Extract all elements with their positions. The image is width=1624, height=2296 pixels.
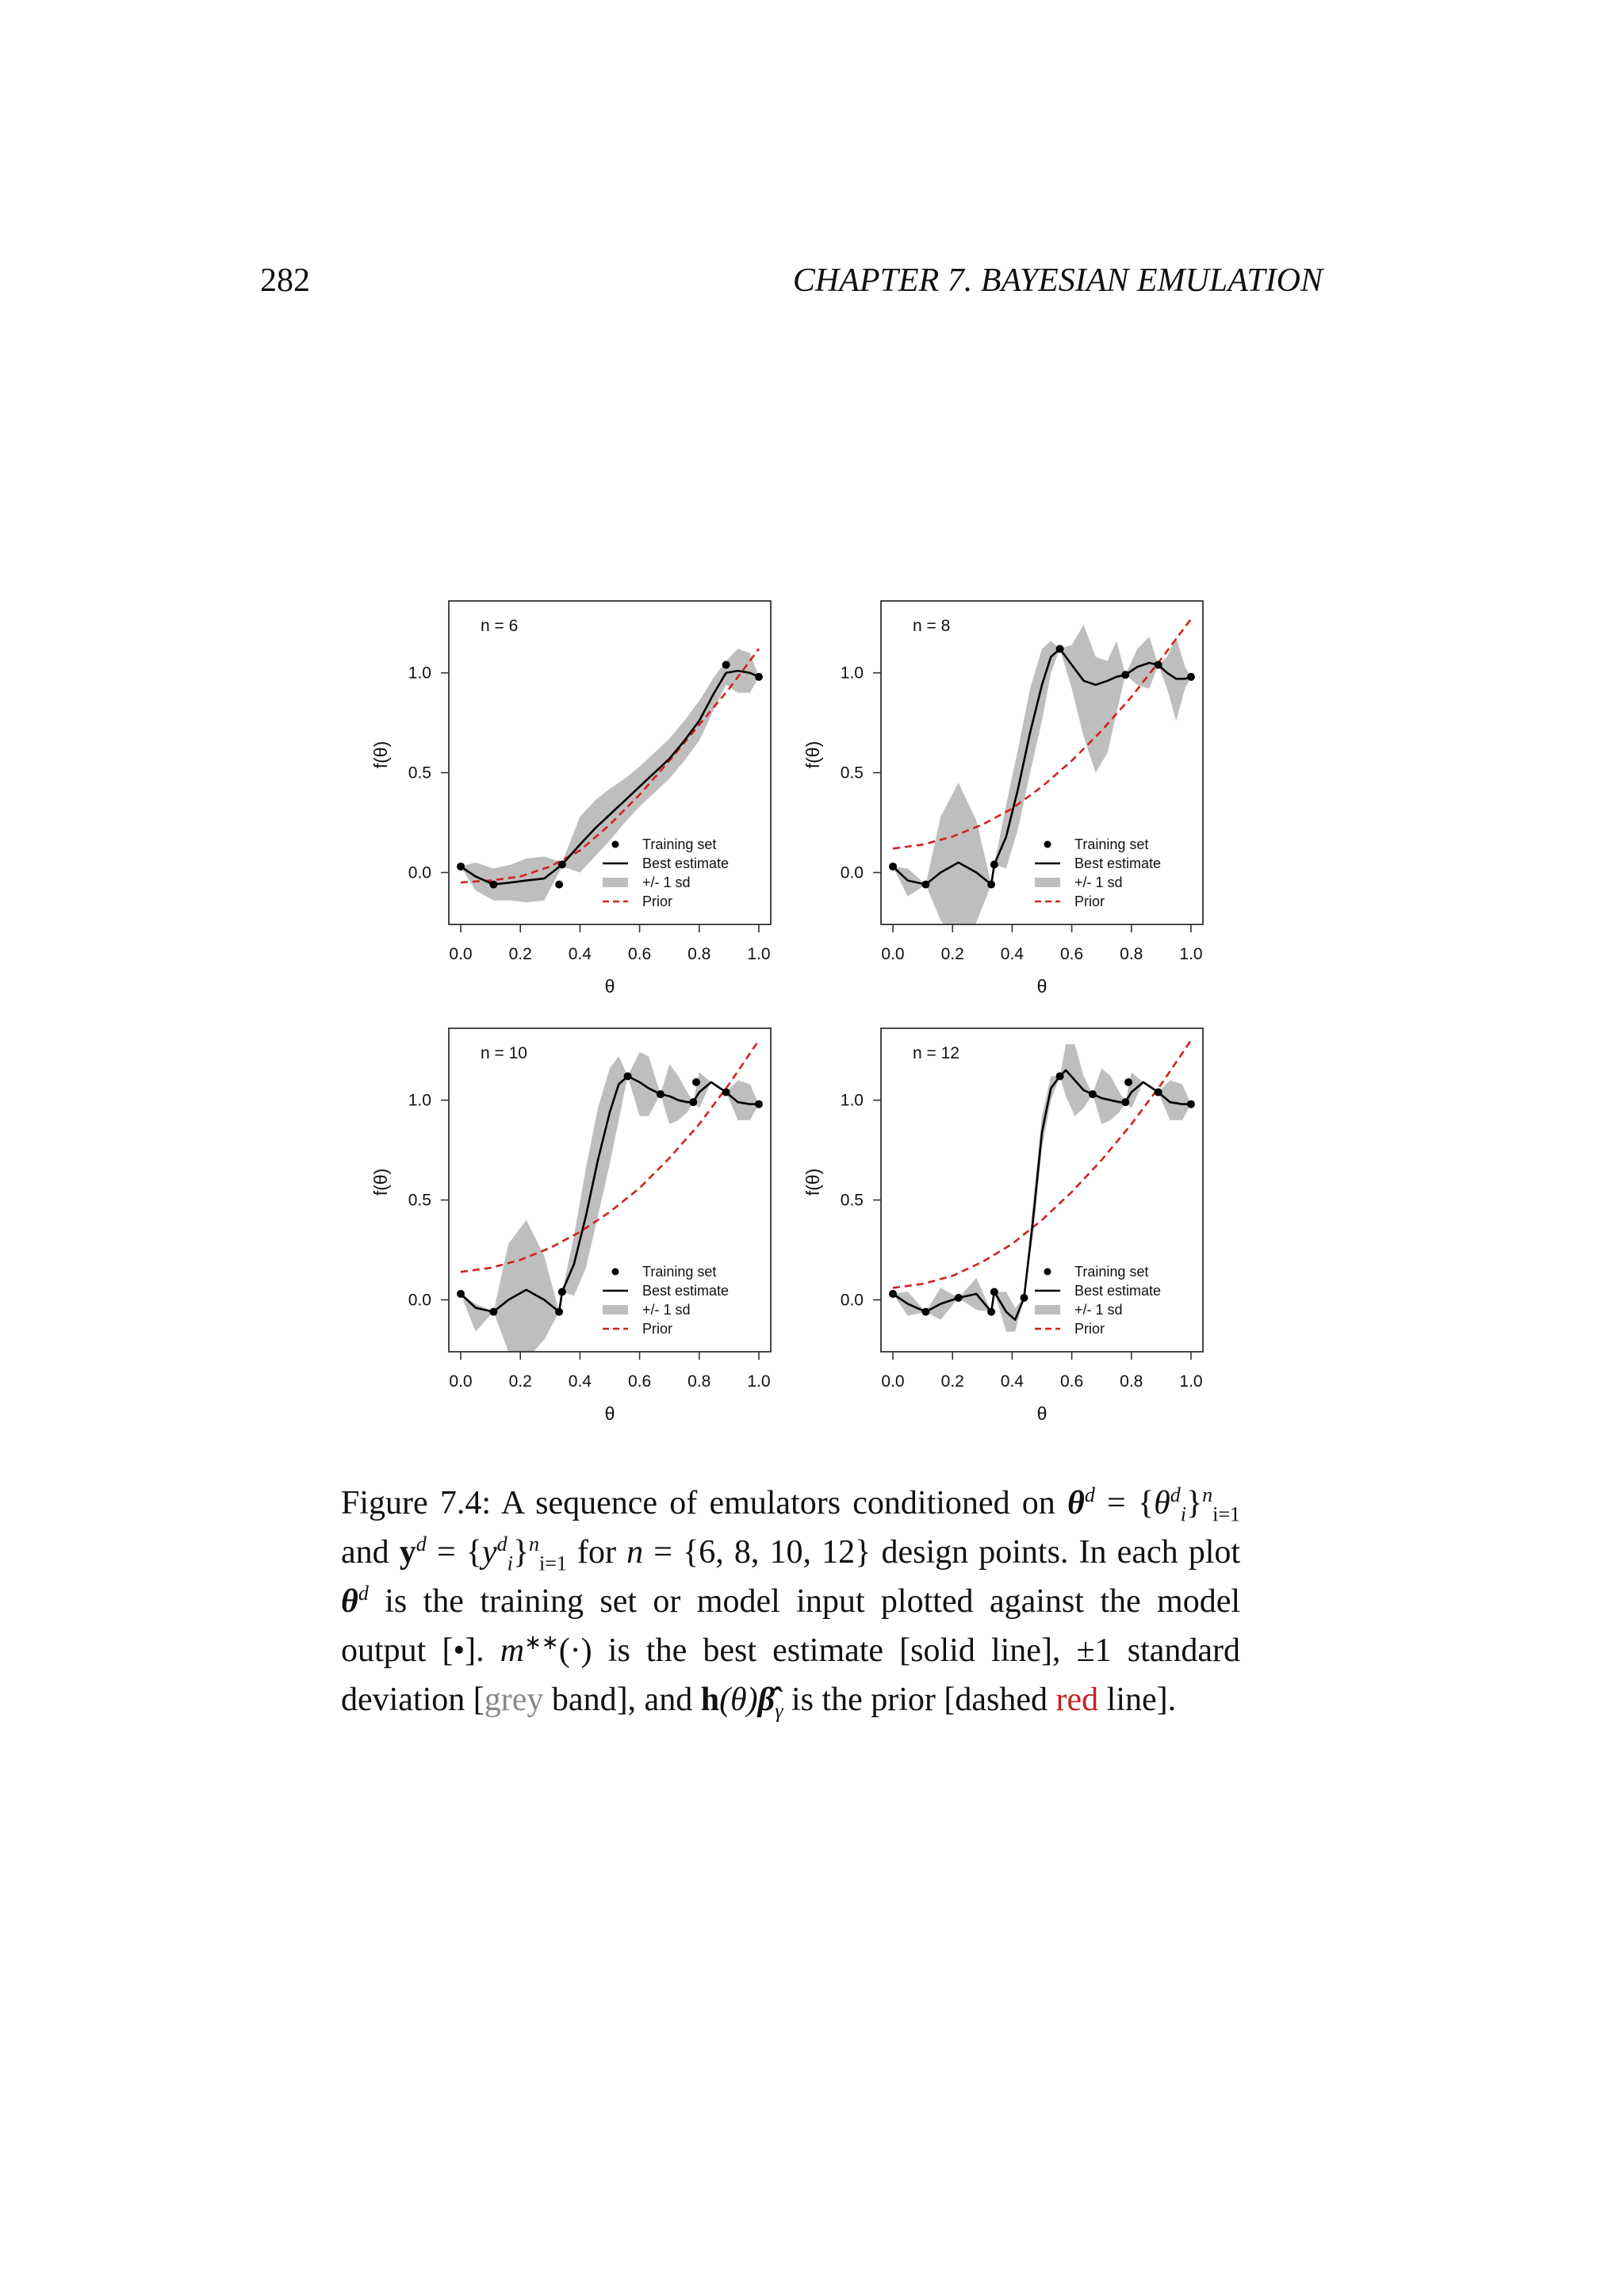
caption-theta-i: θ	[1154, 1485, 1170, 1521]
training-point	[1121, 1098, 1129, 1106]
caption-theta-bold: θ	[1067, 1485, 1085, 1521]
legend-prior-label: Prior	[1074, 894, 1105, 909]
caption-fig-label: Figure 7.4:	[341, 1485, 492, 1521]
legend-best-label: Best estimate	[1074, 855, 1162, 871]
caption-text-3: is the training set or model input plotted against the model output [•].	[341, 1583, 1241, 1669]
y-tick-label: 1.0	[840, 1091, 864, 1110]
training-point	[1020, 1294, 1028, 1302]
caption-h-bold: h	[700, 1682, 720, 1718]
caption-text-1: A sequence of emulators conditioned on	[500, 1485, 1055, 1521]
x-tick-label: 0.8	[1120, 945, 1143, 963]
chapter-title: CHAPTER 7. BAYESIAN EMULATION	[792, 262, 1323, 299]
caption-sup-d: d	[1084, 1483, 1095, 1506]
prior-line	[893, 1040, 1191, 1288]
caption-sup-n: n	[1202, 1483, 1213, 1506]
page-number: 282	[260, 262, 310, 299]
training-point	[689, 1098, 697, 1106]
legend-best-label: Best estimate	[1074, 1283, 1162, 1299]
x-tick-label: 1.0	[1179, 1372, 1203, 1391]
training-point	[555, 1308, 563, 1316]
panel-label: n = 12	[913, 1044, 959, 1062]
caption-set: = {6, 8, 10, 12}	[653, 1534, 871, 1571]
training-point	[755, 1100, 763, 1108]
plot-frame	[881, 1028, 1203, 1352]
caption-for: for	[577, 1534, 617, 1571]
plot-area	[889, 619, 1195, 940]
training-point	[889, 863, 897, 871]
caption-sup-n-2: n	[529, 1533, 539, 1556]
x-tick-label: 0.4	[1000, 945, 1025, 963]
caption-sub-gamma: γ	[775, 1699, 783, 1723]
y-axis-label: f(θ)	[802, 1168, 823, 1196]
caption-sub-i1-2: i=1	[539, 1552, 567, 1575]
legend-sd-label: +/- 1 sd	[1074, 874, 1123, 890]
training-point	[1155, 661, 1162, 669]
x-axis-label: θ	[1036, 1403, 1048, 1424]
caption-text-5: band], and	[551, 1682, 693, 1718]
chart-panel-1	[370, 601, 771, 997]
training-point	[555, 881, 563, 889]
training-point	[1187, 673, 1195, 681]
y-tick-label: 0.5	[408, 1191, 431, 1210]
caption-n: n	[626, 1534, 644, 1571]
training-point	[755, 673, 763, 681]
panel-label: n = 6	[481, 617, 519, 635]
training-point	[1056, 645, 1064, 652]
caption-red: red	[1055, 1682, 1099, 1718]
x-axis-label: θ	[1036, 976, 1048, 997]
caption-theta-paren: (θ)	[719, 1682, 758, 1718]
training-point	[457, 1290, 465, 1298]
y-tick-label: 1.0	[408, 664, 431, 683]
legend-sd-label: +/- 1 sd	[642, 1302, 691, 1318]
training-point	[489, 881, 497, 889]
x-tick-label: 1.0	[1179, 945, 1203, 963]
training-point	[1056, 1072, 1064, 1080]
legend-training-marker	[612, 1269, 619, 1276]
x-tick-label: 0.2	[508, 945, 532, 963]
caption-sub-i-2: i	[507, 1552, 513, 1575]
training-point	[955, 1294, 963, 1302]
legend-training-marker	[612, 841, 619, 848]
legend-best-label: Best estimate	[642, 855, 730, 871]
caption-lbrace-2: {	[465, 1534, 482, 1571]
legend-sd-label: +/- 1 sd	[1074, 1302, 1123, 1318]
training-point	[722, 661, 730, 669]
training-point	[657, 1090, 665, 1098]
caption-sub-i1: i=1	[1212, 1502, 1241, 1526]
y-tick-label: 0.0	[840, 863, 864, 882]
legend-best-label: Best estimate	[642, 1283, 730, 1299]
x-tick-label: 0.0	[449, 1372, 473, 1391]
caption-y-i: y	[481, 1534, 497, 1571]
panel-label: n = 10	[481, 1044, 527, 1062]
x-tick-label: 0.0	[881, 945, 905, 963]
training-point	[889, 1290, 897, 1298]
caption-eq: =	[1107, 1485, 1126, 1521]
legend-prior-label: Prior	[1074, 1321, 1105, 1337]
training-point	[558, 860, 566, 868]
caption-text-7: line].	[1106, 1682, 1177, 1718]
y-tick-label: 0.5	[840, 763, 864, 783]
training-point	[624, 1072, 632, 1080]
training-point	[722, 1089, 730, 1096]
caption-sub-i: i	[1180, 1502, 1186, 1526]
training-point	[1121, 671, 1129, 679]
training-point	[1089, 1090, 1097, 1098]
x-tick-label: 1.0	[747, 1372, 771, 1391]
caption-text-2: design points. In each plot	[881, 1534, 1241, 1571]
y-tick-label: 0.0	[840, 1291, 864, 1310]
chart-panel-4	[802, 1028, 1203, 1424]
training-point	[457, 863, 465, 871]
legend-training-label: Training set	[1074, 836, 1149, 852]
training-point	[1187, 1100, 1195, 1108]
training-point	[990, 1288, 998, 1295]
y-tick-label: 1.0	[408, 1091, 431, 1110]
y-axis-label: f(θ)	[370, 1168, 391, 1196]
chart-panel-3	[370, 1028, 771, 1424]
x-tick-label: 1.0	[747, 945, 771, 963]
legend-prior-label: Prior	[642, 1321, 673, 1337]
training-point	[489, 1308, 497, 1316]
caption-eq-2: =	[436, 1534, 456, 1571]
y-axis-label: f(θ)	[802, 740, 823, 769]
caption-rbrace-2: }	[512, 1534, 529, 1571]
caption-y-bold: y	[399, 1534, 416, 1571]
caption-m: m	[500, 1632, 525, 1669]
training-point	[921, 881, 929, 889]
training-point	[1155, 1089, 1162, 1096]
training-point	[558, 1288, 566, 1295]
x-tick-label: 0.4	[568, 945, 592, 963]
caption-sup-d-5: d	[358, 1582, 369, 1605]
x-tick-label: 0.0	[881, 1372, 905, 1391]
x-tick-label: 0.2	[508, 1372, 532, 1391]
training-point	[1124, 1078, 1132, 1086]
chart-panel-2	[802, 601, 1203, 997]
y-axis-label: f(θ)	[370, 740, 391, 769]
x-tick-label: 0.8	[688, 945, 711, 963]
legend-prior-label: Prior	[642, 894, 673, 909]
figure-caption	[341, 1479, 1240, 1724]
x-axis-label: θ	[604, 976, 615, 997]
x-tick-label: 0.6	[627, 1372, 652, 1391]
caption-and: and	[341, 1534, 389, 1571]
x-tick-label: 0.6	[627, 945, 652, 963]
caption-beta: β̂	[757, 1682, 776, 1718]
y-tick-label: 0.0	[408, 863, 431, 882]
legend-training-marker	[1044, 841, 1051, 848]
training-point	[692, 1078, 700, 1086]
x-axis-label: θ	[604, 1403, 615, 1424]
panel-label: n = 8	[913, 617, 951, 635]
x-tick-label: 0.4	[1000, 1372, 1025, 1391]
sd-band	[893, 625, 1191, 940]
caption-rbrace: }	[1185, 1485, 1203, 1521]
legend-training-label: Training set	[642, 1264, 717, 1280]
caption-grey: grey	[484, 1682, 544, 1718]
caption-sup-d-3: d	[416, 1533, 427, 1556]
caption-dot: (·)	[558, 1632, 592, 1669]
legend-sd-label: +/- 1 sd	[642, 874, 691, 890]
caption-lbrace: {	[1137, 1485, 1155, 1521]
x-tick-label: 0.2	[940, 945, 964, 963]
caption-text-6: is the prior [dashed	[791, 1682, 1048, 1718]
x-tick-label: 0.8	[688, 1372, 711, 1391]
caption-sup-d-4: d	[496, 1533, 508, 1556]
caption-sup-d-2: d	[1170, 1483, 1181, 1506]
x-tick-label: 0.4	[568, 1372, 592, 1391]
legend-training-label: Training set	[642, 836, 717, 852]
y-tick-label: 0.5	[840, 1191, 864, 1210]
x-tick-label: 0.6	[1059, 945, 1084, 963]
caption-sup-star: ∗∗	[524, 1631, 559, 1654]
caption-text-4: is the best estimate [solid line], ±1 standard deviation [	[341, 1632, 1241, 1718]
legend-training-marker	[1044, 1269, 1051, 1276]
x-tick-label: 0.8	[1120, 1372, 1143, 1391]
training-point	[987, 1308, 995, 1316]
y-tick-label: 0.5	[408, 763, 431, 783]
x-tick-label: 0.2	[940, 1372, 964, 1391]
y-tick-label: 1.0	[840, 664, 864, 683]
training-point	[987, 881, 995, 889]
caption-theta-bold-2: θ	[341, 1583, 358, 1620]
x-tick-label: 0.0	[449, 945, 473, 963]
x-tick-label: 0.6	[1059, 1372, 1084, 1391]
legend-training-label: Training set	[1074, 1264, 1149, 1280]
training-point	[990, 860, 998, 868]
y-tick-label: 0.0	[408, 1291, 431, 1310]
training-point	[921, 1308, 929, 1316]
